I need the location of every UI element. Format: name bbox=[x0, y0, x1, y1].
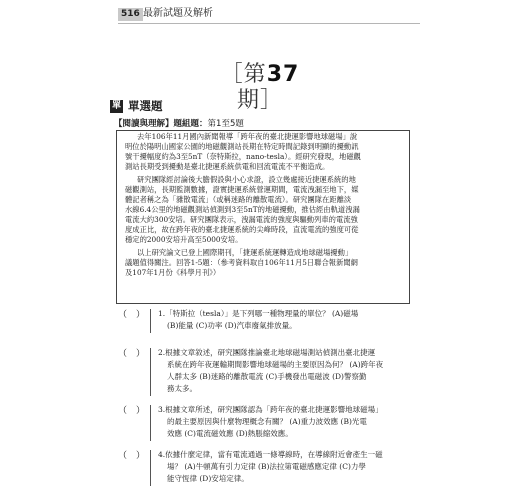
question-line: 1.「特斯拉（tesla）」是下列哪一種物理量的單位？ (A)磁場 bbox=[158, 309, 359, 318]
question-line: 3.根據文章所述，研究團隊認為「跨年夜的臺北捷運影響地球磁場」 bbox=[158, 405, 383, 414]
answer-paren-left: （ bbox=[118, 451, 128, 461]
question-bar bbox=[150, 348, 151, 396]
question-line: 系統在跨年夜運輸期間影響地球磁場的主要原因為何？ (A)跨年夜 bbox=[167, 360, 384, 369]
book-title: 最新試題及解析 bbox=[143, 8, 213, 19]
question-group-tag: 【閱讀與理解】 bbox=[114, 119, 174, 129]
answer-paren-right: ） bbox=[136, 310, 146, 320]
question-bar bbox=[150, 405, 151, 441]
passage-line: 及107年1月份《科學月刊》） bbox=[125, 268, 221, 277]
passage-line: 電流大約300安培。研究團隊表示，洩漏電流的強度與驅動列車的電流強 bbox=[125, 215, 358, 224]
passage-line: 去年106年11月國內新聞報導「跨年夜的臺北捷運影響地球磁場」說 bbox=[137, 132, 358, 141]
question-line: 效應 (C)電流磁效應 (D)熱脹縮效應。 bbox=[167, 429, 293, 438]
question-bar bbox=[150, 450, 151, 486]
question-line: 的最主要原因與什麼物理概念有關？ (A)重力波效應 (B)光電 bbox=[167, 417, 367, 426]
passage-line: 水線6.4公里的地磁觀測站偵測到3至5nT的地磁擾動，推估經由軌道洩漏 bbox=[125, 205, 360, 214]
passage-line: 度成正比，故在跨年夜的臺北捷運系統的尖峰時段，直流電流的強度可從 bbox=[125, 225, 359, 234]
period-open: ［第 bbox=[220, 62, 267, 87]
passage-box bbox=[116, 130, 410, 304]
answer-paren-right: ） bbox=[136, 406, 146, 416]
passage-line: 穩定的2000安培升高至5000安培。 bbox=[125, 235, 243, 244]
header-rule bbox=[118, 23, 420, 24]
passage-line: 體記者稱之為「雜散電流」（或稱迷路的離散電流）。研究團隊在距離淡 bbox=[125, 195, 352, 204]
passage-line: 議題值得關注。回答1-5題：（參考資料取自106年11月5日聯合報新聞網 bbox=[125, 258, 358, 267]
period-close: 期］ bbox=[236, 88, 283, 113]
question-group-range: 第1至5題 bbox=[207, 119, 244, 129]
passage-line: 以上研究論文已登上國際期刊，「捷運系統運轉造成地球磁場擾動」 bbox=[137, 248, 353, 257]
section-label: 單選題 bbox=[128, 99, 163, 113]
answer-paren-right: ） bbox=[136, 349, 146, 359]
period-heading bbox=[200, 62, 320, 114]
question-2 bbox=[118, 348, 414, 396]
answer-paren-left: （ bbox=[118, 310, 128, 320]
passage-line: 明位於陽明山國家公園的地磁觀測站長期在特定時間記錄到明顯的擾動訊 bbox=[125, 142, 359, 151]
question-line: 人群太多 (B)迷路的離散電流 (C)手機發出電磁波 (D)警察勤 bbox=[167, 372, 367, 381]
question-line: 2.根據文章敘述，研究團隊推論臺北地球磁場測站偵測出臺北捷運 bbox=[158, 348, 376, 357]
page-header bbox=[118, 6, 420, 26]
section-icon: 單 bbox=[111, 101, 121, 111]
passage-line: 號干擾幅度約為3至5nT（奈特斯拉，nano-tesla）。經研究發現，地磁觀 bbox=[125, 152, 361, 161]
question-line: 場？ (A)牛頓萬有引力定律 (B)法拉第電磁感應定律 (C)力學 bbox=[167, 462, 366, 471]
question-line: 能守恆律 (D)安培定律。 bbox=[167, 474, 249, 483]
question-1 bbox=[118, 309, 414, 333]
page-number: 516 bbox=[118, 8, 143, 21]
question-3 bbox=[118, 405, 414, 441]
question-line: 務太多。 bbox=[167, 384, 197, 393]
question-4 bbox=[118, 450, 414, 486]
passage-line: 測站長期受到擾動是臺北捷運系統供電和回流電流不平衡造成。 bbox=[125, 162, 330, 171]
question-bar bbox=[150, 309, 151, 333]
period-number: 37 bbox=[266, 62, 300, 87]
answer-paren-right: ） bbox=[136, 451, 146, 461]
question-group-type: 題組題： bbox=[173, 119, 208, 129]
question-group-label bbox=[114, 118, 244, 130]
passage-line: 研究團隊經討論後大膽假設與小心求證，設立幾處接近捷運系統的地 bbox=[137, 175, 356, 184]
question-line: 4.依據什麼定律，當有電流通過一條導線時，在導線附近會產生一磁 bbox=[158, 450, 383, 459]
passage-line: 磁觀測站，長期監測數據，證實捷運系統營運期間，電流洩漏至地下，媒 bbox=[125, 185, 359, 194]
question-line: (B)能量 (C)功率 (D)汽車廢氣排放量。 bbox=[167, 321, 297, 330]
answer-paren-left: （ bbox=[118, 406, 128, 416]
answer-paren-left: （ bbox=[118, 349, 128, 359]
